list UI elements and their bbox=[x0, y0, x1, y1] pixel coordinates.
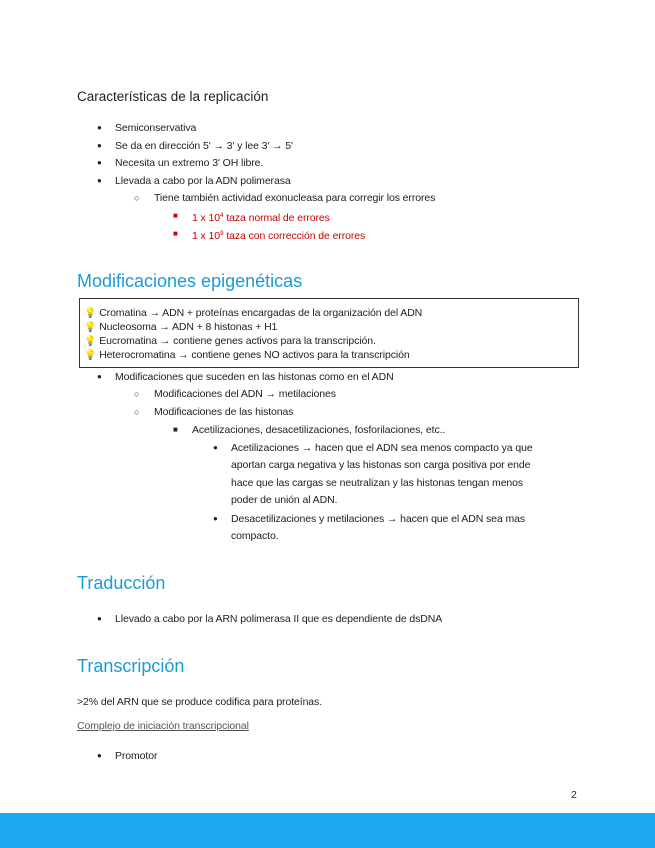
bullet-disc-icon: ● bbox=[97, 158, 102, 167]
list-item: Promotor bbox=[115, 750, 158, 762]
paragraph: >2% del ARN que se produce codifica para proteínas. bbox=[77, 696, 323, 708]
list-item: Tiene también actividad exonucleasa para corregir los errores bbox=[154, 192, 436, 204]
section-heading-transcripcion: Transcripción bbox=[77, 656, 185, 676]
section-heading-epigenetica: Modificaciones epigenéticas bbox=[77, 271, 303, 291]
list-item: Se da en dirección 5' → 3' y lee 3' → 5' bbox=[115, 140, 293, 152]
list-item: Llevado a cabo por la ARN polimerasa II que es dependiente de dsDNA bbox=[115, 613, 443, 625]
box-line: 💡 Eucromatina → contiene genes activos para la transcripción. bbox=[84, 335, 376, 347]
lightbulb-icon: 💡 bbox=[84, 350, 97, 361]
list-item-line: poder de unión al ADN. bbox=[231, 494, 338, 506]
page-number: 2 bbox=[571, 789, 577, 801]
list-item: Modificaciones que suceden en las histonas como en el ADN bbox=[115, 371, 394, 383]
list-item: Semiconservativa bbox=[115, 122, 197, 134]
rate-suffix: taza normal de errores bbox=[223, 212, 330, 224]
bullet-disc-icon: ● bbox=[213, 443, 218, 452]
list-item: Acetilizaciones, desacetilizaciones, fosforilaciones, etc.. bbox=[192, 424, 446, 436]
list-item-line: compacto. bbox=[231, 530, 279, 542]
rate-exponent: 9 bbox=[220, 230, 224, 237]
box-line: 💡 Cromatina → ADN + proteínas encargadas de la organización del ADN bbox=[84, 307, 423, 319]
rate-suffix: taza con corrección de errores bbox=[223, 230, 366, 242]
lightbulb-icon: 💡 bbox=[84, 336, 97, 347]
bullet-disc-icon: ● bbox=[97, 141, 102, 150]
rate-prefix: 1 x 10 bbox=[192, 212, 221, 224]
subheading-link[interactable]: Complejo de iniciación transcripcional bbox=[77, 720, 249, 732]
section-heading-traduccion: Traducción bbox=[77, 573, 166, 593]
rate-prefix: 1 x 10 bbox=[192, 230, 221, 242]
list-item: Modificaciones de las histonas bbox=[154, 406, 294, 418]
list-item-line: hace que las cargas se neutralizan y las histonas tengan menos bbox=[231, 477, 524, 489]
error-rate-normal bbox=[192, 209, 330, 225]
bullet-circle-icon: ○ bbox=[134, 193, 140, 203]
box-line: 💡 Heterocromatina → contiene genes NO activos para la transcripción bbox=[84, 349, 410, 361]
bullet-disc-icon: ● bbox=[97, 176, 102, 185]
bullet-square-icon: ■ bbox=[173, 229, 178, 238]
footer-bar bbox=[0, 813, 655, 848]
bullet-square-icon: ■ bbox=[173, 425, 178, 434]
error-rate-corrected bbox=[192, 227, 365, 243]
bullet-disc-icon: ● bbox=[97, 751, 102, 760]
bullet-circle-icon: ○ bbox=[134, 389, 140, 399]
bullet-disc-icon: ● bbox=[213, 514, 218, 523]
list-item-line: Desacetilizaciones y metilaciones → hacen que el ADN sea mas bbox=[231, 513, 525, 525]
bullet-circle-icon: ○ bbox=[134, 407, 140, 417]
lightbulb-icon: 💡 bbox=[84, 322, 97, 333]
list-item: Necesita un extremo 3' OH libre. bbox=[115, 157, 264, 169]
list-item-line: Acetilizaciones → hacen que el ADN sea menos compacto ya que bbox=[231, 442, 533, 454]
bullet-square-icon: ■ bbox=[173, 211, 178, 220]
bullet-disc-icon: ● bbox=[97, 372, 102, 381]
box-line: 💡 Nucleosoma → ADN + 8 histonas + H1 bbox=[84, 321, 278, 333]
list-item: Modificaciones del ADN → metilaciones bbox=[154, 388, 336, 400]
list-item: Llevada a cabo por la ADN polimerasa bbox=[115, 175, 291, 187]
rate-exponent: 4 bbox=[220, 212, 224, 219]
bullet-disc-icon: ● bbox=[97, 123, 102, 132]
bullet-disc-icon: ● bbox=[97, 614, 102, 623]
list-item-line: aportan carga negativa y las histonas son carga positiva por ende bbox=[231, 459, 531, 471]
lightbulb-icon: 💡 bbox=[84, 308, 97, 319]
section-heading-replicacion: Características de la replicación bbox=[77, 89, 269, 104]
